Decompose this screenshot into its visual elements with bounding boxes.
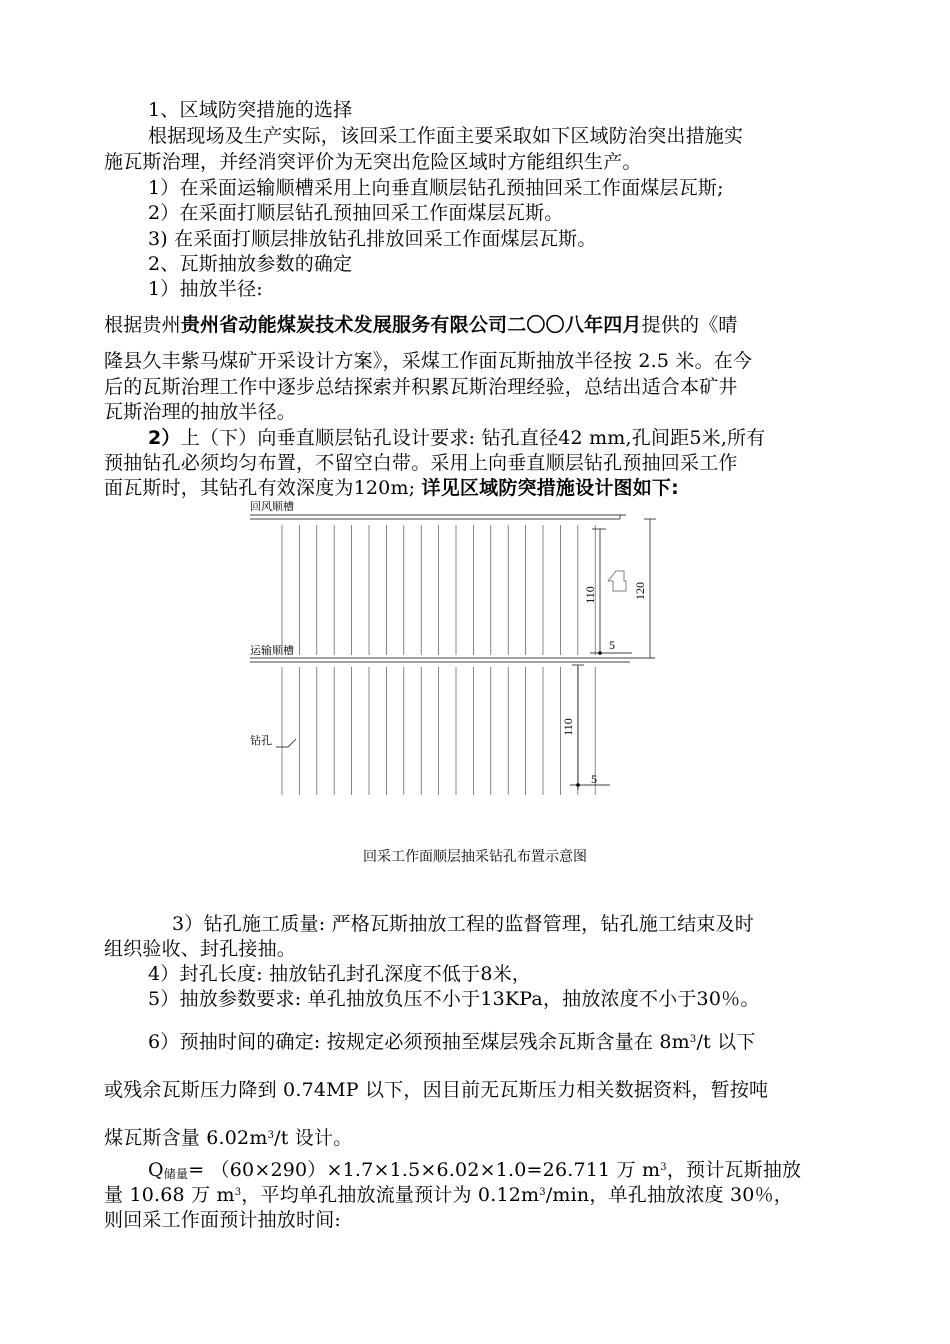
return-airway-label: 回风顺槽	[250, 501, 294, 513]
measure-item-1: 1）在采面运输顺槽采用上向垂直顺层钻孔预抽回采工作面煤层瓦斯;	[148, 177, 724, 199]
text-span: ，预计瓦斯抽放	[666, 1159, 802, 1181]
radius-heading: 1）抽放半径:	[148, 278, 263, 300]
figure-reference: 详见区域防突措施设计图如下:	[421, 477, 679, 499]
company-name: 贵州省动能煤炭技术发展服务有限公司二〇〇八年四月	[180, 314, 642, 336]
borehole-leader	[276, 739, 296, 747]
paragraph-line: 隆县久丰紫马煤矿开采设计方案》，采煤工作面瓦斯抽放半径按 2.5 米。在今	[104, 350, 753, 372]
paragraph-line	[104, 313, 738, 337]
paragraph-line: 施瓦斯治理，并经消突评价为无突出危险区域时方能组织生产。	[104, 151, 642, 173]
borehole-array	[282, 525, 595, 795]
paragraph-line	[104, 1183, 793, 1207]
paragraph-line: 瓦斯治理的抽放半径。	[104, 401, 297, 423]
text-span: 量 10.68 万 m	[104, 1184, 235, 1206]
text-span: /min，单孔抽放浓度 30％，	[545, 1184, 793, 1206]
dimension-5-top: 5	[609, 638, 615, 652]
text-span: ，平均单孔抽放流量预计为 0.12m	[241, 1184, 540, 1206]
borehole-label: 钻孔	[250, 735, 272, 747]
paragraph-line: 3）钻孔施工质量: 严格瓦斯抽放工程的监督管理，钻孔施工结束及时	[172, 913, 754, 935]
section-2-heading: 2、瓦斯抽放参数的确定	[148, 253, 353, 275]
paragraph-line: 则回采工作面预计抽放时间:	[104, 1209, 342, 1231]
dimension-5-bottom: 5	[591, 772, 597, 786]
airflow-arrow-icon	[608, 571, 626, 591]
superscript: 3	[234, 1187, 242, 1198]
text-span: 煤瓦斯含量 6.02m	[104, 1127, 268, 1149]
item-number: 2）	[148, 427, 181, 449]
measure-item-2: 2）在采面打顺层钻孔预抽回采工作面煤层瓦斯。	[148, 202, 564, 224]
drilling-layout-diagram	[230, 495, 670, 815]
text-span: 6）预抽时间的确定: 按规定必须预抽至煤层残余瓦斯含量在 8m	[148, 1031, 690, 1053]
paragraph-line: 或残余瓦斯压力降到 0.74MP 以下，因目前无瓦斯压力相关数据资料，暂按吨	[104, 1079, 769, 1101]
text-span: 上（下）向垂直顺层钻孔设计要求: 钻孔直径42 mm,孔间距5米,所有	[180, 427, 766, 449]
text-span: 面瓦斯时，其钻孔有效深度为120m;	[104, 477, 422, 499]
paragraph-line: 后的瓦斯治理工作中逐步总结探索并积累瓦斯治理经验，总结出适合本矿井	[104, 376, 738, 398]
paragraph-line: 根据现场及生产实际，该回采工作面主要采取如下区域防治突出措施实	[148, 125, 744, 147]
dimension-dot	[576, 783, 580, 787]
paragraph-line: 预抽钻孔必须均匀布置，不留空白带。采用上向垂直顺层钻孔预抽回采工作	[104, 452, 738, 474]
text-span: 根据贵州	[104, 314, 181, 336]
paragraph-line	[148, 426, 765, 450]
transport-roadway-label: 运输顺槽	[250, 645, 294, 657]
paragraph-line: 4）封孔长度: 抽放钻孔封孔深度不低于8米，	[148, 963, 532, 985]
dimension-dot	[598, 651, 602, 655]
measure-item-3: 3) 在采面打顺层排放钻孔排放回采工作面煤层瓦斯。	[148, 228, 597, 250]
formula-symbol: Q	[148, 1159, 164, 1181]
superscript: 3	[267, 1130, 275, 1141]
dimension-120: 120	[633, 582, 647, 600]
formula-line	[148, 1158, 801, 1186]
subscript: 储量	[163, 1167, 189, 1181]
text-span: /t 以下	[696, 1031, 756, 1053]
paragraph-line	[148, 1030, 756, 1054]
dimension-110-bottom: 110	[561, 718, 575, 736]
superscript: 3	[539, 1187, 546, 1198]
superscript: 3	[660, 1162, 667, 1173]
figure-caption: 回采工作面顺层抽采钻孔布置示意图	[363, 848, 587, 864]
text-span: = （60×290）×1.7×1.5×6.02×1.0=26.711 万 m	[188, 1159, 661, 1181]
paragraph-line	[104, 1126, 352, 1150]
paragraph-line: 5）抽放参数要求: 单孔抽放负压不小于13KPa，抽放浓度不小于30％。	[148, 988, 760, 1010]
section-1-heading: 1、区域防突措施的选择	[148, 99, 353, 121]
superscript: 3	[689, 1034, 697, 1045]
paragraph-line: 组织验收、封孔接抽。	[104, 938, 297, 960]
text-span: 提供的《晴	[641, 314, 738, 336]
text-span: /t 设计。	[274, 1127, 353, 1149]
dimension-110-top: 110	[583, 586, 597, 604]
